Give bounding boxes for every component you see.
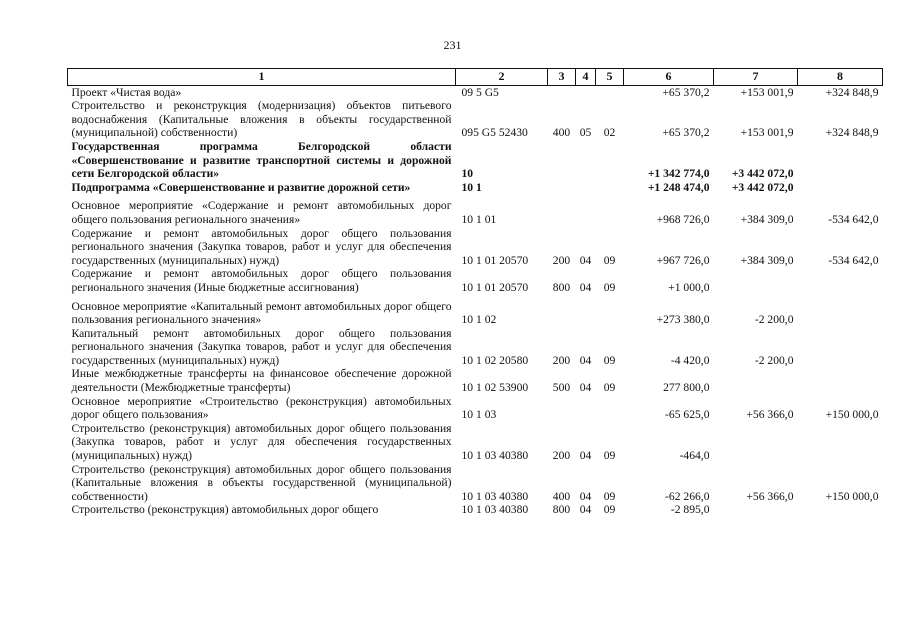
table-row xyxy=(68,463,883,504)
row-amount-col8 xyxy=(798,140,883,181)
row-amount-col6: +968 726,0 xyxy=(656,212,710,226)
row-name: Строительство (реконструкция) автомобильных дорог общего пользования (Капитальные вложения в объекты государственной (муниципальной) собственности) xyxy=(71,462,452,503)
row-name: Государственная программа Белгородской области «Совершенствование и развитие транспортной системы и дорожной сети Белгородской области» xyxy=(71,139,452,181)
row-section: 04 xyxy=(579,253,592,267)
row-amount-col6: -2 895,0 xyxy=(670,503,710,517)
row-section: 04 xyxy=(579,489,592,503)
row-code: 10 1 02 53900 xyxy=(461,381,529,395)
row-code: 10 1 03 40380 xyxy=(461,503,529,517)
row-amount-col8: +150 000,0 xyxy=(825,408,879,422)
budget-table-container xyxy=(67,68,882,517)
row-amount-col6: +1 248 474,0 xyxy=(647,180,710,194)
row-section xyxy=(576,140,596,181)
row-code: 10 1 02 20580 xyxy=(461,353,529,367)
row-expense-type: 400 xyxy=(552,126,571,140)
row-subsection: 09 xyxy=(603,381,616,395)
row-section xyxy=(576,295,596,327)
row-amount-col8 xyxy=(798,267,883,294)
row-name: Содержание и ремонт автомобильных дорог общего пользования регионального значения (Закупка товаров, работ и услуг для обеспечения государственных (муниципальных) нужд) xyxy=(71,226,452,267)
row-name: Проект «Чистая вода» xyxy=(71,85,182,99)
row-name: Подпрограмма «Совершенствование и развитие дорожной сети» xyxy=(71,180,411,194)
row-amount-col8 xyxy=(798,181,883,195)
table-row xyxy=(68,295,883,327)
table-row xyxy=(68,395,883,422)
row-expense-type: 200 xyxy=(552,449,571,463)
row-name: Капитальный ремонт автомобильных дорог общего пользования регионального значения (Закупка товаров, работ и услуг для обеспечения государственных (муниципальных) нужд) xyxy=(71,326,452,367)
header-row xyxy=(68,69,883,86)
table-row xyxy=(68,99,883,140)
row-amount-col6: +1 000,0 xyxy=(668,280,710,294)
row-expense-type: 800 xyxy=(552,503,571,517)
row-amount-col7: +153 001,9 xyxy=(740,85,794,99)
row-amount-col7: +153 001,9 xyxy=(740,126,794,140)
row-amount-col7: +56 366,0 xyxy=(746,408,794,422)
row-name: Основное мероприятие «Капитальный ремонт автомобильных дорог общего пользования регионального значения» xyxy=(71,299,452,327)
table-row xyxy=(68,194,883,226)
row-name: Содержание и ремонт автомобильных дорог общего пользования регионального значения (Иные бюджетные ассигнования) xyxy=(71,267,452,294)
row-amount-col6: +65 370,2 xyxy=(662,126,710,140)
row-expense-type: 800 xyxy=(552,280,571,294)
row-expense-type: 500 xyxy=(552,381,571,395)
row-section: 04 xyxy=(579,353,592,367)
header-col-6: 6 xyxy=(624,69,714,86)
row-code: 10 1 03 40380 xyxy=(461,489,529,503)
table-row xyxy=(68,181,883,195)
row-amount-col8 xyxy=(798,367,883,394)
row-amount-col6: +967 726,0 xyxy=(656,253,710,267)
row-subsection: 09 xyxy=(603,280,616,294)
row-amount-col6: -65 625,0 xyxy=(665,408,710,422)
table-row xyxy=(68,267,883,294)
row-amount-col6: +65 370,2 xyxy=(662,85,710,99)
row-subsection xyxy=(596,181,624,195)
row-amount-col8 xyxy=(798,295,883,327)
header-col-4: 4 xyxy=(576,69,596,86)
table-row xyxy=(68,503,883,517)
table-row xyxy=(68,422,883,463)
header-col-3: 3 xyxy=(548,69,576,86)
row-subsection: 09 xyxy=(603,253,616,267)
row-amount-col6: -4 420,0 xyxy=(670,353,710,367)
row-amount-col8 xyxy=(798,503,883,517)
row-code: 095 G5 52430 xyxy=(461,126,528,140)
row-amount-col7: -2 200,0 xyxy=(754,353,794,367)
budget-table xyxy=(67,68,883,517)
row-expense-type: 200 xyxy=(552,353,571,367)
row-code: 10 1 01 20570 xyxy=(461,253,529,267)
page-number: 231 xyxy=(443,38,462,52)
table-row xyxy=(68,227,883,268)
row-name: Основное мероприятие «Содержание и ремонт автомобильных дорог общего пользования регионального значения» xyxy=(71,199,452,226)
row-amount-col7 xyxy=(714,267,798,294)
row-amount-col8: +150 000,0 xyxy=(825,489,879,503)
row-code: 10 1 02 xyxy=(461,313,497,327)
row-code: 10 1 01 20570 xyxy=(461,280,529,294)
row-subsection: 09 xyxy=(603,353,616,367)
header-col-8: 8 xyxy=(798,69,883,86)
row-section xyxy=(576,181,596,195)
row-code: 10 1 03 40380 xyxy=(461,449,529,463)
row-subsection xyxy=(596,194,624,226)
row-amount-col7: +384 309,0 xyxy=(740,212,794,226)
row-amount-col7 xyxy=(714,367,798,394)
row-section xyxy=(576,395,596,422)
row-amount-col8: -534 642,0 xyxy=(828,212,879,226)
row-amount-col8 xyxy=(798,327,883,368)
row-expense-type: 400 xyxy=(552,489,571,503)
row-code: 10 1 01 xyxy=(461,212,497,226)
row-expense-type xyxy=(548,140,576,181)
row-amount-col8: -534 642,0 xyxy=(828,253,879,267)
row-amount-col7 xyxy=(714,503,798,517)
row-subsection xyxy=(596,85,624,99)
row-section: 04 xyxy=(579,280,592,294)
row-amount-col6: +273 380,0 xyxy=(656,313,710,327)
header-col-5: 5 xyxy=(596,69,624,86)
row-amount-col8: +324 848,9 xyxy=(825,85,879,99)
row-expense-type xyxy=(548,395,576,422)
row-amount-col8 xyxy=(798,422,883,463)
row-amount-col6: -62 266,0 xyxy=(665,489,710,503)
row-amount-col6: -464,0 xyxy=(679,449,710,463)
row-code: 09 5 G5 xyxy=(461,85,499,99)
row-name: Иные межбюджетные трансферты на финансовое обеспечение дорожной деятельности (Межбюджетные трансферты) xyxy=(71,367,452,395)
row-amount-col7: +3 442 072,0 xyxy=(731,180,794,194)
row-amount-col7 xyxy=(714,422,798,463)
row-section xyxy=(576,194,596,226)
table-row xyxy=(68,140,883,181)
row-name: Строительство и реконструкция (модернизация) объектов питьевого водоснабжения (Капитальные вложения в объекты государственной (муниципальной) собственности) xyxy=(71,99,452,140)
row-code: 10 1 03 xyxy=(461,408,497,422)
row-name: Основное мероприятие «Строительство (реконструкция) автомобильных дорог общего пользования» xyxy=(71,394,452,422)
row-subsection: 02 xyxy=(603,126,616,140)
row-amount-col7: -2 200,0 xyxy=(754,313,794,327)
row-code: 10 1 xyxy=(461,180,482,194)
row-subsection: 09 xyxy=(603,449,616,463)
row-section: 04 xyxy=(579,449,592,463)
row-amount-col6: 277 800,0 xyxy=(663,381,710,395)
table-row xyxy=(68,367,883,394)
row-section: 05 xyxy=(579,126,592,140)
row-subsection xyxy=(596,140,624,181)
row-amount-col7: +56 366,0 xyxy=(746,489,794,503)
row-subsection xyxy=(596,295,624,327)
row-amount-col7: +3 442 072,0 xyxy=(731,167,794,181)
row-code: 10 xyxy=(461,167,474,181)
row-subsection: 09 xyxy=(603,489,616,503)
table-row xyxy=(68,85,883,99)
row-expense-type: 200 xyxy=(552,253,571,267)
table-body xyxy=(68,85,883,517)
row-expense-type xyxy=(548,85,576,99)
row-section: 04 xyxy=(579,503,592,517)
row-expense-type xyxy=(548,194,576,226)
row-amount-col8: +324 848,9 xyxy=(825,126,879,140)
header-col-2: 2 xyxy=(456,69,548,86)
row-amount-col6: +1 342 774,0 xyxy=(647,167,710,181)
row-name: Строительство (реконструкция) автомобильных дорог общего xyxy=(71,503,379,517)
header-col-7: 7 xyxy=(714,69,798,86)
row-subsection xyxy=(596,395,624,422)
row-section: 04 xyxy=(579,381,592,395)
header-col-1: 1 xyxy=(68,69,456,86)
table-row xyxy=(68,327,883,368)
row-name: Строительство (реконструкция) автомобильных дорог общего пользования (Закупка товаров, работ и услуг для обеспечения государственных (муниципальных) нужд) xyxy=(71,421,452,463)
row-expense-type xyxy=(548,181,576,195)
row-subsection: 09 xyxy=(603,503,616,517)
row-amount-col7: +384 309,0 xyxy=(740,253,794,267)
row-section xyxy=(576,85,596,99)
row-expense-type xyxy=(548,295,576,327)
